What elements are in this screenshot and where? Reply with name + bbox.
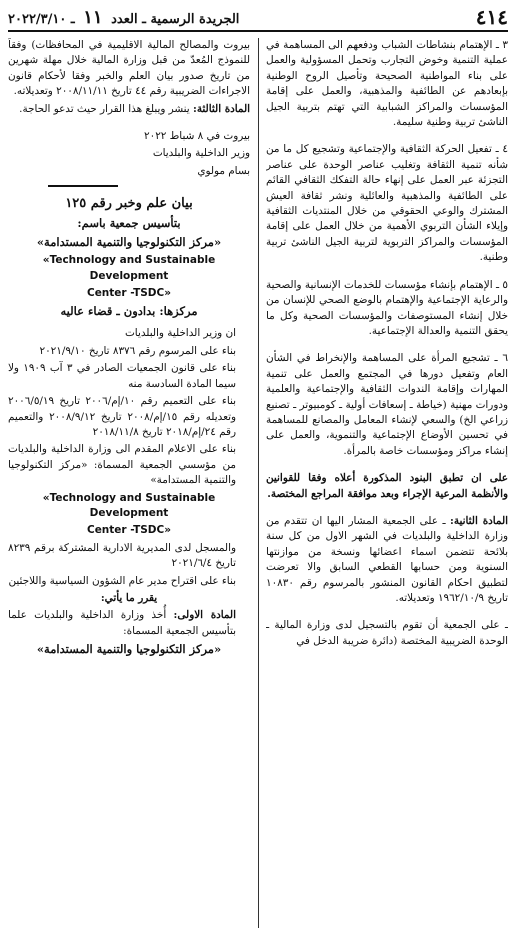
- article-2-tax: ـ على الجمعية أن تقوم بالتسجيل لدى وزارة المالية ـ الوحدة الضريبية المختصة (دائرة ضريبة الدخل في: [266, 619, 508, 647]
- association-name-en-line1: «Technology and Sustainable Development: [42, 254, 216, 282]
- association-name-en2-line2: Center -TSDC»: [86, 524, 172, 537]
- right-column: [266, 38, 508, 930]
- notice-subtitle: بتأسيس جمعية باسم:: [77, 216, 181, 231]
- decides-heading: يقرر ما يأتي:: [100, 591, 158, 604]
- column-divider: [258, 38, 259, 928]
- association-name-ar-final: «مركز التكنولوجيا والتنمية المستدامة»: [36, 642, 222, 657]
- preamble-proposal: بناء على اقتراح مدير عام الشؤون السياسية واللاجئين: [8, 574, 236, 587]
- article-3-label: المادة الثالثة:: [193, 102, 250, 115]
- preamble-decree: بناء على المرسوم رقم ٨٣٧٦ تاريخ ٢٠٢١/٩/١٠: [39, 344, 236, 357]
- place-date: بيروت في ٨ شباط ٢٠٢٢: [144, 130, 250, 143]
- minister-name: بسام مولوي: [197, 164, 250, 177]
- article-3-text: ينشر ويبلغ هذا القرار حيث تدعو الحاجة.: [19, 102, 190, 115]
- preamble-law: بناء على قانون الجمعيات الصادر في ٣ آب ١٩٠٩ ولا سيما المادة السادسة منه: [8, 362, 236, 390]
- preamble-notification: بناء على الاعلام المقدم الى وزارة الداخلية والبلديات من مؤسسي الجمعية المسماة: «مركز التكنولوجيا والتنمية المستدامة»: [8, 443, 236, 487]
- minister-title: وزير الداخلية والبلديات: [152, 147, 250, 160]
- left-column: [8, 38, 250, 930]
- page-header: [8, 4, 508, 32]
- association-name-en2-line1: «Technology and Sustainable Development: [42, 491, 216, 519]
- page-number: ٤١٤: [475, 5, 508, 29]
- clause-4: ٤ ـ تفعيل الحركة الثقافية والإجتماعية وتشجيع كل ما من شأنه تنمية الثقافة وتغليب عناصر الوحدة على عناصر التجزئة عبر العمل على إنهاء حالة التفكك الثقافي القائم على الطائفية والمذهبية والعائلية ونشر ثقافة العيش المشترك والوعي الحقوقي من خلال المنتديات الثقافية وإيلاء الشأن التربوي الأهمية من خلال العمل على إقامة المؤسسات والمراكز التربوية لتربية الجيل الناشئ تربية وطنية.: [266, 143, 508, 264]
- header-title: [8, 7, 239, 28]
- article-1-text: أُخذ وزارة الداخلية والبلديات علما بتأسيس الجمعية المسماة:: [8, 609, 236, 637]
- association-name-en-line2: Center -TSDC»: [86, 287, 172, 300]
- continued-text: بيروت والمصالح المالية الاقليمية في المحافظات) وفقاً للنموذج المُعدّ من قبل وزارة المالية خلال مهلة شهرين من تاريخ صدور بيان العلم والخبر وفقا لأحكام قانون الاجراءات الضريبية رقم ٤٤ تاريخ ٢٠٠٨/١١/١١ وتعديلاته.: [8, 39, 250, 98]
- signature-rule: [48, 185, 118, 187]
- conditions-paragraph: على ان تطبق البنود المذكورة أعلاه وفقا للقوانين والأنظمة المرعية الإجراء وبعد موافقة المراجع المختصة.: [266, 472, 508, 500]
- clause-3: ٣ ـ الإهتمام بنشاطات الشباب ودفعهم الى المساهمة في عملية التنمية وخوض التجارب وتحمل المسؤولية والعمل على بناء المواطنية الصحيحة وتأصيل الروح الوطنية بإبعادهم عن الطائفية والمذهبية، والعمل على إقامة المؤسسات والمراكز الشبابية التي تهتم بتربية الجيل الناشئ تربية وطنية سليمة.: [266, 39, 508, 129]
- issue-date: ـ ٢٠٢٢/٣/١٠: [8, 11, 75, 27]
- article-1: [8, 608, 250, 639]
- journal-name: الجريدة الرسمية ـ العدد: [111, 11, 240, 27]
- clause-5: ٥ ـ الإهتمام بإنشاء مؤسسات للخدمات الإنسانية والصحية والرعاية الإجتماعية والإهتمام بالوضع الصحي للإنسان من خلال إنشاء المستوصفات والمؤسسات الصحية وكل ما يحقق التنمية والعدالة الإجتماعية.: [266, 278, 508, 337]
- article-2-text: ـ على الجمعية المشار اليها ان تتقدم من وزارة الداخلية والبلديات في الشهر الاول من كل سنة بلائحة تتضمن اسماء اعضائها ونسخة من موازنتها السنوية ومن حسابها القطعي السابق والا تعرضت لتطبيق احكام القانون المنشور بالمرسوم رقم ١٠٨٣٠ تاريخ ١٩٦٢/١٠/٩ وتعديلاته.: [266, 514, 508, 604]
- preamble-circulars: بناء على التعميم رقم ١٠/إم/٢٠٠٦ تاريخ ٢٠٠٦/٥/١٩ وتعديله رقم ١٥/إم/٢٠٠٨ تاريخ ٢٠٠٨/٩/١٢ والتعميم رقم ٢٤/إم/٢٠١٨ تاريخ ٢٠١٨/١١/٨: [8, 395, 237, 438]
- clause-6: ٦ ـ تشجيع المرأة على المساهمة والإنخراط في الشأن العام وتفعيل دورها في المجتمع والعمل على تنمية المهارات وإقامة الندوات الثقافية والإجتماعية والعلمية ودورات مهنية (خياطة ـ إسعافات أولية ـ كومبيوتر ـ تصنيع زراعي الخ) والسعي لإنشاء المعامل والمصانع للمساهمة في تحسين الأوضاع الإجتماعية والتنموية، والعمل على إنشاء مراكز ومؤسسات خاصة بالمرأة.: [266, 352, 508, 457]
- issue-number: ١١: [83, 6, 103, 28]
- article-2: [266, 514, 508, 606]
- association-name-ar: «مركز التكنولوجيا والتنمية المستدامة»: [36, 235, 222, 250]
- preamble-registration: والمسجل لدى المديرية الادارية المشتركة برقم ٨٢٣٩ تاريخ ٢٠٢١/٦/٤: [8, 541, 236, 570]
- notice-title: بيان علم وخبر رقم ١٢٥: [65, 196, 193, 212]
- article-2-label: المادة الثانية:: [450, 514, 508, 527]
- preamble-minister: ان وزير الداخلية والبلديات: [125, 327, 236, 340]
- headquarters: مركزها: بدادون ـ قضاء عاليه: [60, 304, 198, 319]
- article-3: [8, 102, 250, 117]
- article-1-label: المادة الاولى:: [173, 609, 236, 622]
